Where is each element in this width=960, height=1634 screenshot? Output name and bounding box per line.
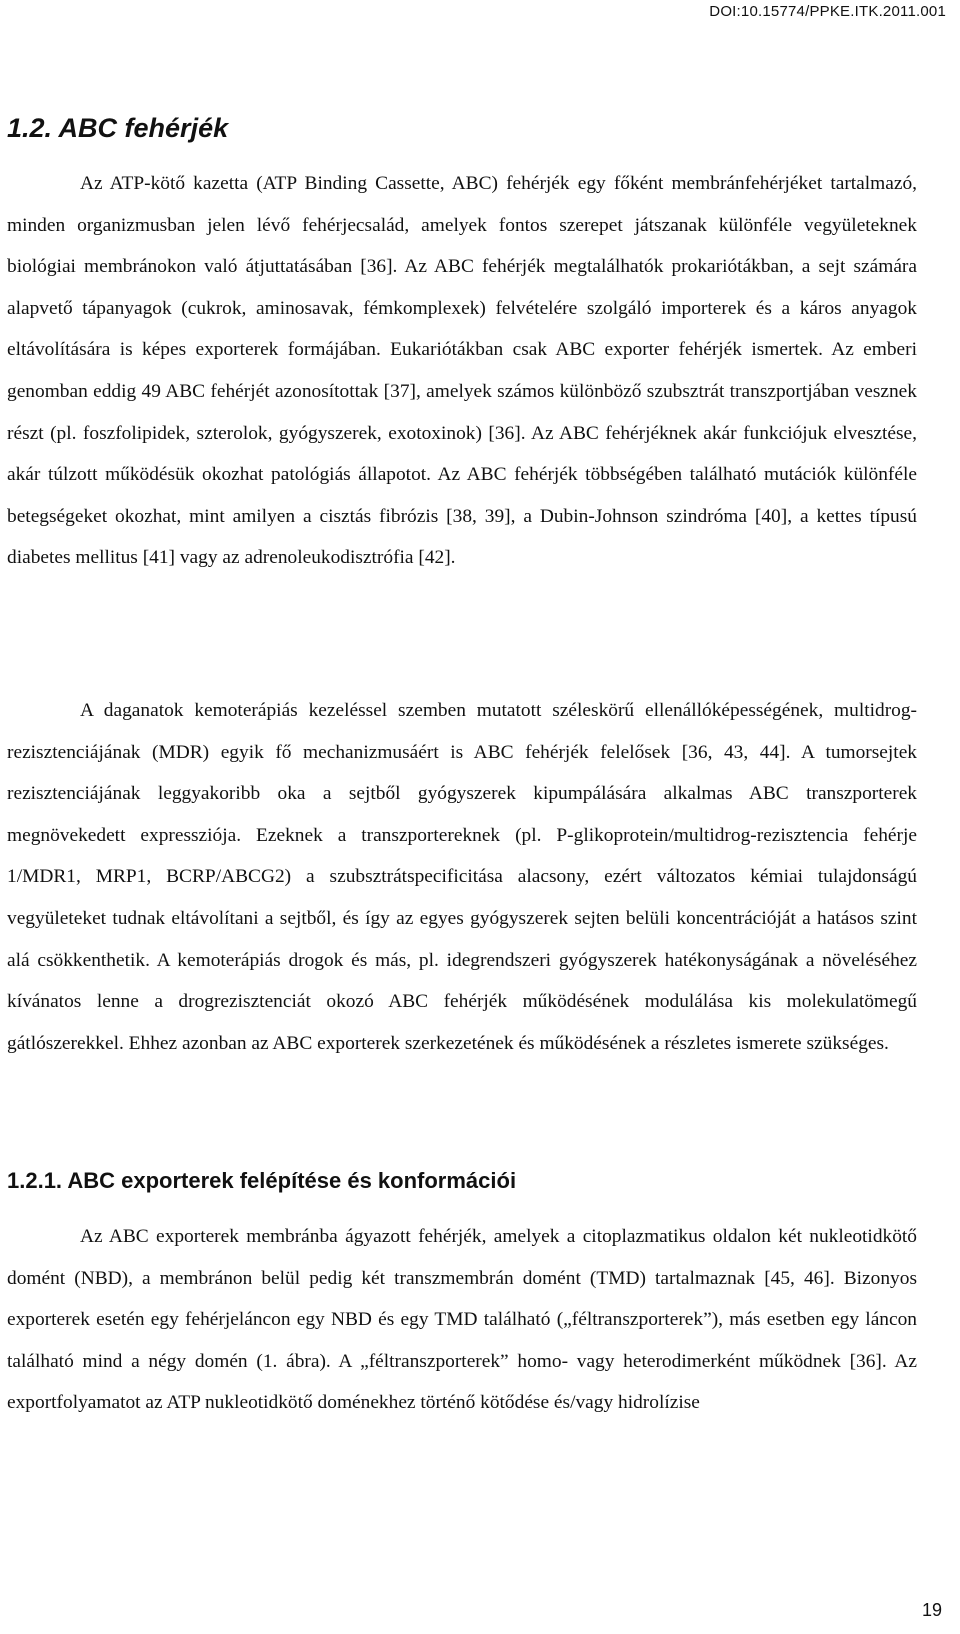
subsection-heading bbox=[7, 1168, 516, 1194]
page-number: 19 bbox=[921, 1600, 942, 1620]
paragraph: Az ATP-kötő kazetta (ATP Binding Cassette, ABC) fehérjék egy főként membránfehérjéket tartalmazó, minden organizmusban jelen lévő fehérjecsalád, amelyek fontos szerepet játszanak különféle vegyületeknek biológiai membránokon való átjuttatásában [36]. Az ABC fehérjék megtalálhatók prokariótákban, a sejt számára alapvető tápanyagok (cukrok, aminosavak, fémkomplexek) felvételére szolgáló importerek és a káros anyagok eltávolítására is képes exporterek formájában. Eukariótákban csak ABC exporter fehérjék ismertek. Az emberi genomban eddig 49 ABC fehérjét azonosítottak [37], amelyek számos különböző szubsztrát transzportjában vesznek részt (pl. foszfolipidek, szterolok, gyógyszerek, exotoxinok) [36]. Az ABC fehérjéknek akár funkciójuk elvesztése, akár túlzott működésük okozhat patológiás állapotot. Az ABC fehérjék többségében található mutációk különféle betegségeket okozhat, mint amilyen a cisztás fibrózis [38, 39], a Dubin-Johnson szindróma [40], a kettes típusú diabetes mellitus [41] vagy az adrenoleukodisztrófia [42]. bbox=[7, 173, 917, 569]
section-number: 1.2. bbox=[7, 113, 53, 143]
doi-header: DOI:10.15774/PPKE.ITK.2011.001 bbox=[709, 3, 946, 20]
subsection-title: ABC exporterek felépítése és konformációi bbox=[67, 1168, 517, 1193]
paragraph: A daganatok kemoterápiás kezeléssel szemben mutatott széleskörű ellenállóképességének, multidrog-rezisztenciájának (MDR) egyik fő mechanizmusáért is ABC fehérjék felelősek [36, 43, 44]. A tumorsejtek rezisztenciájának leggyakoribb oka a sejtből gyógyszerek kipumpálására alkalmas ABC transzporterek megnövekedett expressziója. Ezeknek a transzportereknek (pl. P-glikoprotein/multidrog-rezisztencia fehérje 1/MDR1, MRP1, BCRP/ABCG2) a szubsztrátspecificitása alacsony, ezért változatos kémiai tulajdonságú vegyületeket tudnak eltávolítani a sejtből, és így az egyes gyógyszerek sejten belüli koncentrációját a hatásos szint alá csökkenthetik. A kemoterápiás drogok és más, pl. idegrendszeri gyógyszerek hatékonyságának a növeléséhez kívánatos lenne a drogrezisztenciát okozó ABC fehérjék működésének modulálása kis molekulatömegű gátlószerekkel. Ehhez azonban az ABC exporterek szerkezetének és működésének a részletes ismerete szükséges. bbox=[7, 700, 917, 1054]
section-heading bbox=[7, 113, 228, 144]
paragraph: Az ABC exporterek membránba ágyazott fehérjék, amelyek a citoplazmatikus oldalon két nukleotidkötő domént (NBD), a membránon belül pedig két transzmembrán domént (TMD) tartalmaznak [45, 46]. Bizonyos exporterek esetén egy fehérjeláncon egy NBD és egy TMD található („féltranszporterek”), más esetben egy láncon található mind a négy domén (1. ábra). A „féltranszporterek” homo- vagy heterodimerként működnek [36]. Az exportfolyamatot az ATP nukleotidkötő doménekhez történő kötődése és/vagy hidrolízise bbox=[7, 1226, 917, 1414]
section-title: ABC fehérjék bbox=[58, 113, 229, 143]
subsection-number: 1.2.1. bbox=[7, 1168, 63, 1193]
